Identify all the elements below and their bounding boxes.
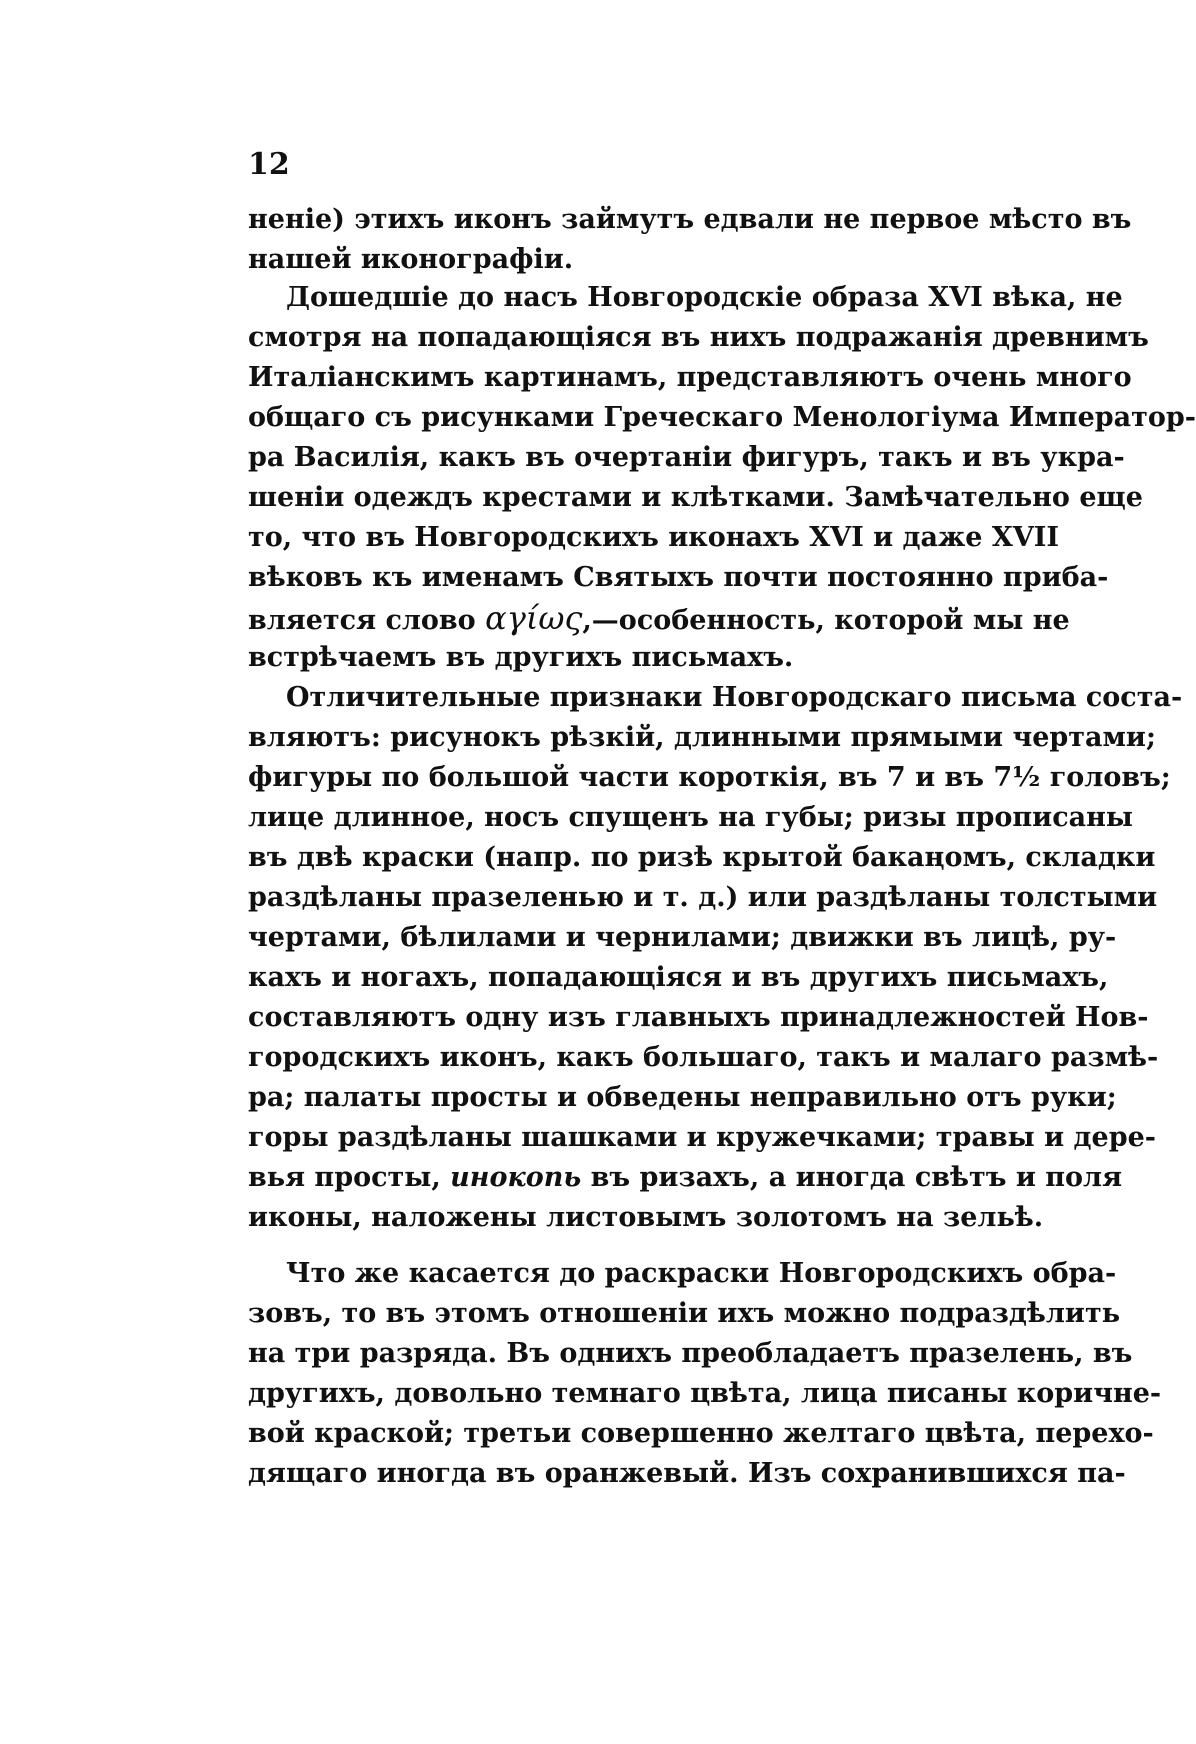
text-line: Отличительные признаки Новгородскаго письма соста- xyxy=(286,682,1183,713)
text-line: вой краской; третьи совершенно желтаго цвѣта, перехо- xyxy=(248,1418,1154,1449)
text-segment: вья просты, xyxy=(248,1162,441,1193)
text-line: другихъ, довольно темнаго цвѣта, лица писаны коричне- xyxy=(248,1378,1162,1409)
text-line: въ двѣ краски (напр. по ризѣ крытой бакаңомъ, складки xyxy=(248,842,1156,873)
text-line: Что же касается до раскраски Новгородскихъ обра- xyxy=(286,1258,1117,1289)
text-line: Дошедшіе до насъ Новгородскіе образа XVI вѣка, не xyxy=(286,282,1123,313)
text-line: нашей иконографіи. xyxy=(248,244,574,275)
text-line: кахъ и ногахъ, попадающіяся и въ другихъ письмахъ, xyxy=(248,962,1109,993)
text-line: неніе) этихъ иконъ займутъ едвали не первое мѣсто въ xyxy=(248,204,1132,235)
text-line: ра; палаты просты и обведены неправильно отъ руки; xyxy=(248,1082,1117,1113)
text-line: на три разряда. Въ однихъ преобладаетъ празелень, въ xyxy=(248,1338,1133,1369)
text-line: Италіанскимъ картинамъ, представляютъ очень много xyxy=(248,362,1132,393)
text-line: шеніи одеждъ крестами и клѣтками. Замѣчательно еще xyxy=(248,482,1143,513)
text-line: лице длинное, носъ спущенъ на губы; ризы прописаны xyxy=(248,802,1133,833)
text-line: смотря на попадающіяся въ нихъ подражанія древнимъ xyxy=(248,322,1149,353)
text-line: иконы, наложены листовымъ золотомъ на зельѣ. xyxy=(248,1202,1044,1233)
text-line: раздѣланы празеленью и т. д.) или раздѣланы толстыми xyxy=(248,882,1158,913)
text-line: вляютъ: рисунокъ рѣзкій, длинными прямыми чертами; xyxy=(248,722,1156,753)
text-line: ра Василія, какъ въ очертаніи фигуръ, такъ и въ укра- xyxy=(248,442,1125,473)
text-line-with-greek xyxy=(248,598,1070,638)
text-line: общаго съ рисунками Греческаго Менологіума Император- xyxy=(248,402,1196,433)
text-line-with-italic xyxy=(248,1158,1123,1198)
text-line: встрѣчаемъ въ другихъ письмахъ. xyxy=(248,642,794,673)
italic-word: инокопь xyxy=(450,1162,582,1193)
page-number: 12 xyxy=(248,147,290,182)
text-line: дящаго иногда въ оранжевый. Изъ сохранившихся па- xyxy=(248,1458,1126,1489)
text-segment: въ ризахъ, а иногда свѣтъ и поля xyxy=(590,1162,1123,1193)
text-line: вѣковъ къ именамъ Святыхъ почти постоянно приба- xyxy=(248,562,1109,593)
greek-word: αγίως xyxy=(485,599,583,637)
text-line: чертами, бѣлилами и чернилами; движки въ лицѣ, ру- xyxy=(248,922,1117,953)
text-segment: ,—особенность, которой мы не xyxy=(582,605,1070,636)
text-line: зовъ, то въ этомъ отношеніи ихъ можно подраздѣлить xyxy=(248,1298,1121,1329)
text-line: горы раздѣланы шашками и кружечками; травы и дере- xyxy=(248,1122,1156,1153)
text-line: городскихъ иконъ, какъ большаго, такъ и малаго размѣ- xyxy=(248,1042,1159,1073)
text-line: составляютъ одну изъ главныхъ принадлежностей Нов- xyxy=(248,1002,1149,1033)
text-line: фигуры по большой части короткія, въ 7 и въ 7½ головъ; xyxy=(248,762,1171,793)
text-segment: вляется слово xyxy=(248,605,476,636)
text-line: то, что въ Новгородскихъ иконахъ XVI и даже XVII xyxy=(248,522,1060,553)
